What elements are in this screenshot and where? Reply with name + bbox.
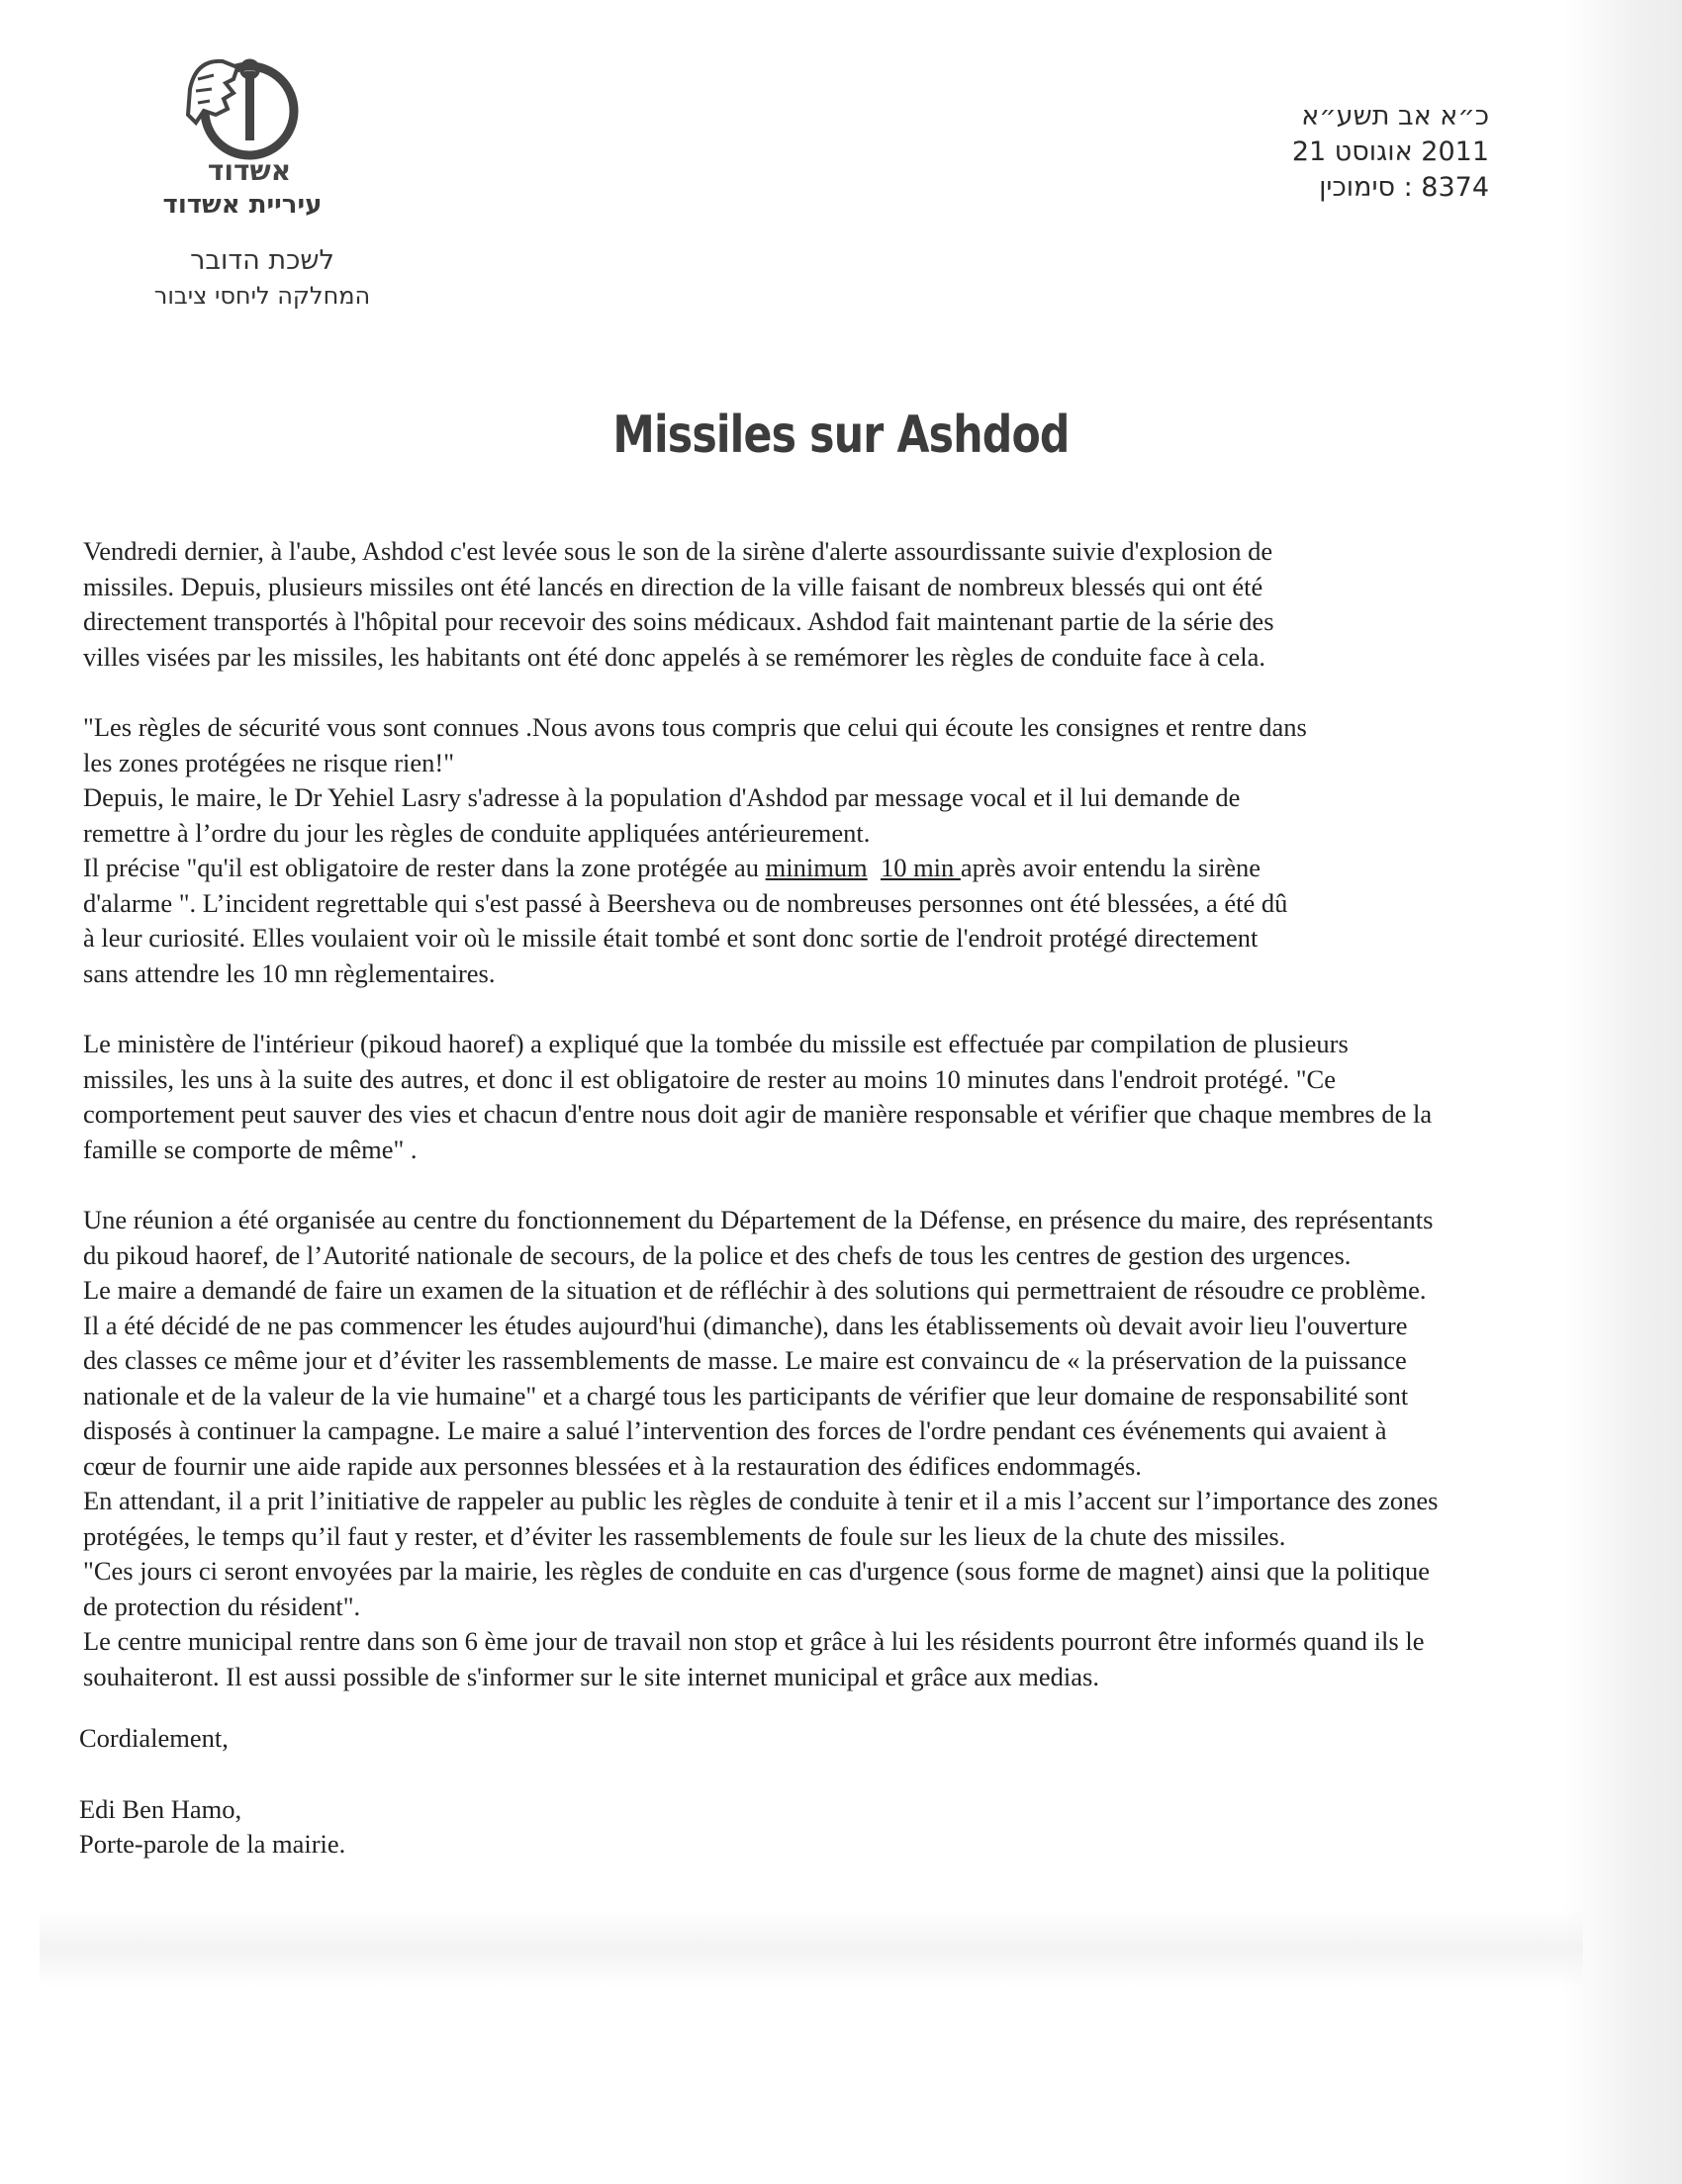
paragraph-4 (83, 1203, 1646, 1694)
department-name: לשכת הדובר (190, 245, 334, 276)
date-block (1192, 99, 1489, 206)
logo-text: אשדוד (207, 154, 292, 187)
text-line: directement transportés à l'hôpital pour recevoir des soins médicaux. Ashdod fait maintenant partie de la série des (83, 606, 1274, 636)
gregorian-date: 2011 אוגוסט 21 (1291, 136, 1489, 167)
text-line: comportement peut sauver des vies et chacun d'entre nous doit agir de manière responsable et vérifier que chaque membres de la (83, 1099, 1433, 1129)
text-line: du pikoud haoref, de l’Autorité nationale de secours, de la police et des chefs de tous les centres de gestion des urgences. (83, 1239, 1352, 1270)
text-line: disposés à continuer la campagne. Le maire a salué l’intervention des forces de l'ordre pendant ces événements qui avaient à (83, 1415, 1387, 1445)
text-line: Vendredi dernier, à l'aube, Ashdod c'est levée sous le son de la sirène d'alerte assourdissante suivie d'explosion de (83, 536, 1273, 566)
letterhead (99, 49, 386, 310)
text-line: "Ces jours ci seront envoyées par la mairie, les règles de conduite en cas d'urgence (sous forme de magnet) ainsi que la politique (83, 1556, 1431, 1586)
text-line: cœur de fournir une aide rapide aux personnes blessées et à la restauration des édifices endommagés. (83, 1450, 1142, 1481)
text-line: Depuis, le maire, le Dr Yehiel Lasry s'adresse à la population d'Ashdod par message vocal et il lui demande de (83, 782, 1241, 812)
closing-block (79, 1721, 345, 1863)
document-title: Missiles sur Ashdod (612, 406, 1070, 465)
underlined-text: minimum (765, 853, 868, 882)
text-line: d'alarme ". L’incident regrettable qui s'est passé à Beersheva ou de nombreuses personnes ont été blessées, a été dû (83, 887, 1288, 918)
text-line: "Les règles de sécurité vous sont connues .Nous avons tous compris que celui qui écoute les consignes et rentre dans (83, 712, 1307, 742)
text-line: Le maire a demandé de faire un examen de la situation et de réfléchir à des solutions qui permettraient de résoudre ce problème. (83, 1275, 1427, 1305)
text-line: En attendant, il a prit l’initiative de rappeler au public les règles de conduite à tenir et il a mis l’accent sur l’importance des zones (83, 1486, 1439, 1515)
document-body (83, 534, 1646, 1694)
ashdod-logo-icon (168, 49, 317, 188)
paragraph-3 (83, 1027, 1646, 1167)
paragraph-1 (83, 534, 1646, 675)
text-line: des classes ce même jour et d’éviter les rassemblements de masse. Le maire est convaincu de « la préservation de la puissance (83, 1345, 1407, 1375)
text-line: famille se comporte de même" . (83, 1134, 418, 1164)
salutation: Cordialement, (79, 1723, 229, 1753)
text-line: souhaiteront. Il est aussi possible de s'informer sur le site internet municipal et grâce aux medias. (83, 1661, 1099, 1691)
text-line: de protection du résident". (83, 1591, 361, 1621)
text-line: Le centre municipal rentre dans son 6 ème jour de travail non stop et grâce à lui les résidents pourront être informés quand ils le (83, 1626, 1425, 1656)
text-line: les zones protégées ne risque rien!" (83, 747, 455, 777)
text-segment: Il précise "qu'il est obligatoire de rester dans la zone protégée au (83, 853, 766, 882)
underlined-text: 10 min (880, 853, 961, 882)
text-line: Il a été décidé de ne pas commencer les études aujourd'hui (dimanche), dans les établissements où devait avoir lieu l'ouverture (83, 1310, 1408, 1340)
text-line: remettre à l’ordre du jour les règles de conduite appliquées antérieurement. (83, 817, 871, 848)
hebrew-date: כ״א אב תשע״א (1301, 101, 1489, 132)
text-line: nationale et de la valeur de la vie humaine" et a chargé tous les participants de vérifier que leur domaine de responsabilité sont (83, 1380, 1409, 1410)
text-line: missiles. Depuis, plusieurs missiles ont été lancés en direction de la ville faisant de nombreux blessés qui ont été (83, 571, 1263, 601)
scan-shadow-bottom (40, 1909, 1583, 1988)
signatory-title: Porte-parole de la mairie. (79, 1829, 346, 1859)
text-line: protégées, le temps qu’il faut y rester, et d’éviter les rassemblements de foule sur les lieux de la chute des missiles. (83, 1520, 1286, 1551)
text-line: Une réunion a été organisée au centre du fonctionnement du Département de la Défense, en présence du maire, des représentants (83, 1205, 1434, 1234)
text-line: à leur curiosité. Elles voulaient voir où le missile était tombé et sont donc sortie de l'endroit protégé directement (83, 923, 1259, 953)
reference-number: 8374 : סימוכין (1319, 172, 1489, 203)
paragraph-2 (83, 710, 1646, 991)
city-name: עיריית אשדוד (162, 190, 323, 220)
text-line: sans attendre les 10 mn règlementaires. (83, 957, 496, 988)
signatory-name: Edi Ben Hamo, (79, 1793, 242, 1824)
text-segment: après avoir entendu la sirène (960, 853, 1262, 882)
department-subtitle: המחלקה ליחסי ציבור (153, 282, 371, 310)
text-line (83, 851, 1646, 886)
text-line: villes visées par les missiles, les habitants ont été donc appelés à se remémorer les règles de conduite face à cela. (83, 641, 1265, 672)
text-line: Le ministère de l'intérieur (pikoud haoref) a expliqué que la tombée du missile est effectuée par compilation de plusieurs (83, 1029, 1349, 1058)
text-line: missiles, les uns à la suite des autres, et donc il est obligatoire de rester au moins 10 minutes dans l'endroit protégé. "Ce (83, 1063, 1336, 1094)
